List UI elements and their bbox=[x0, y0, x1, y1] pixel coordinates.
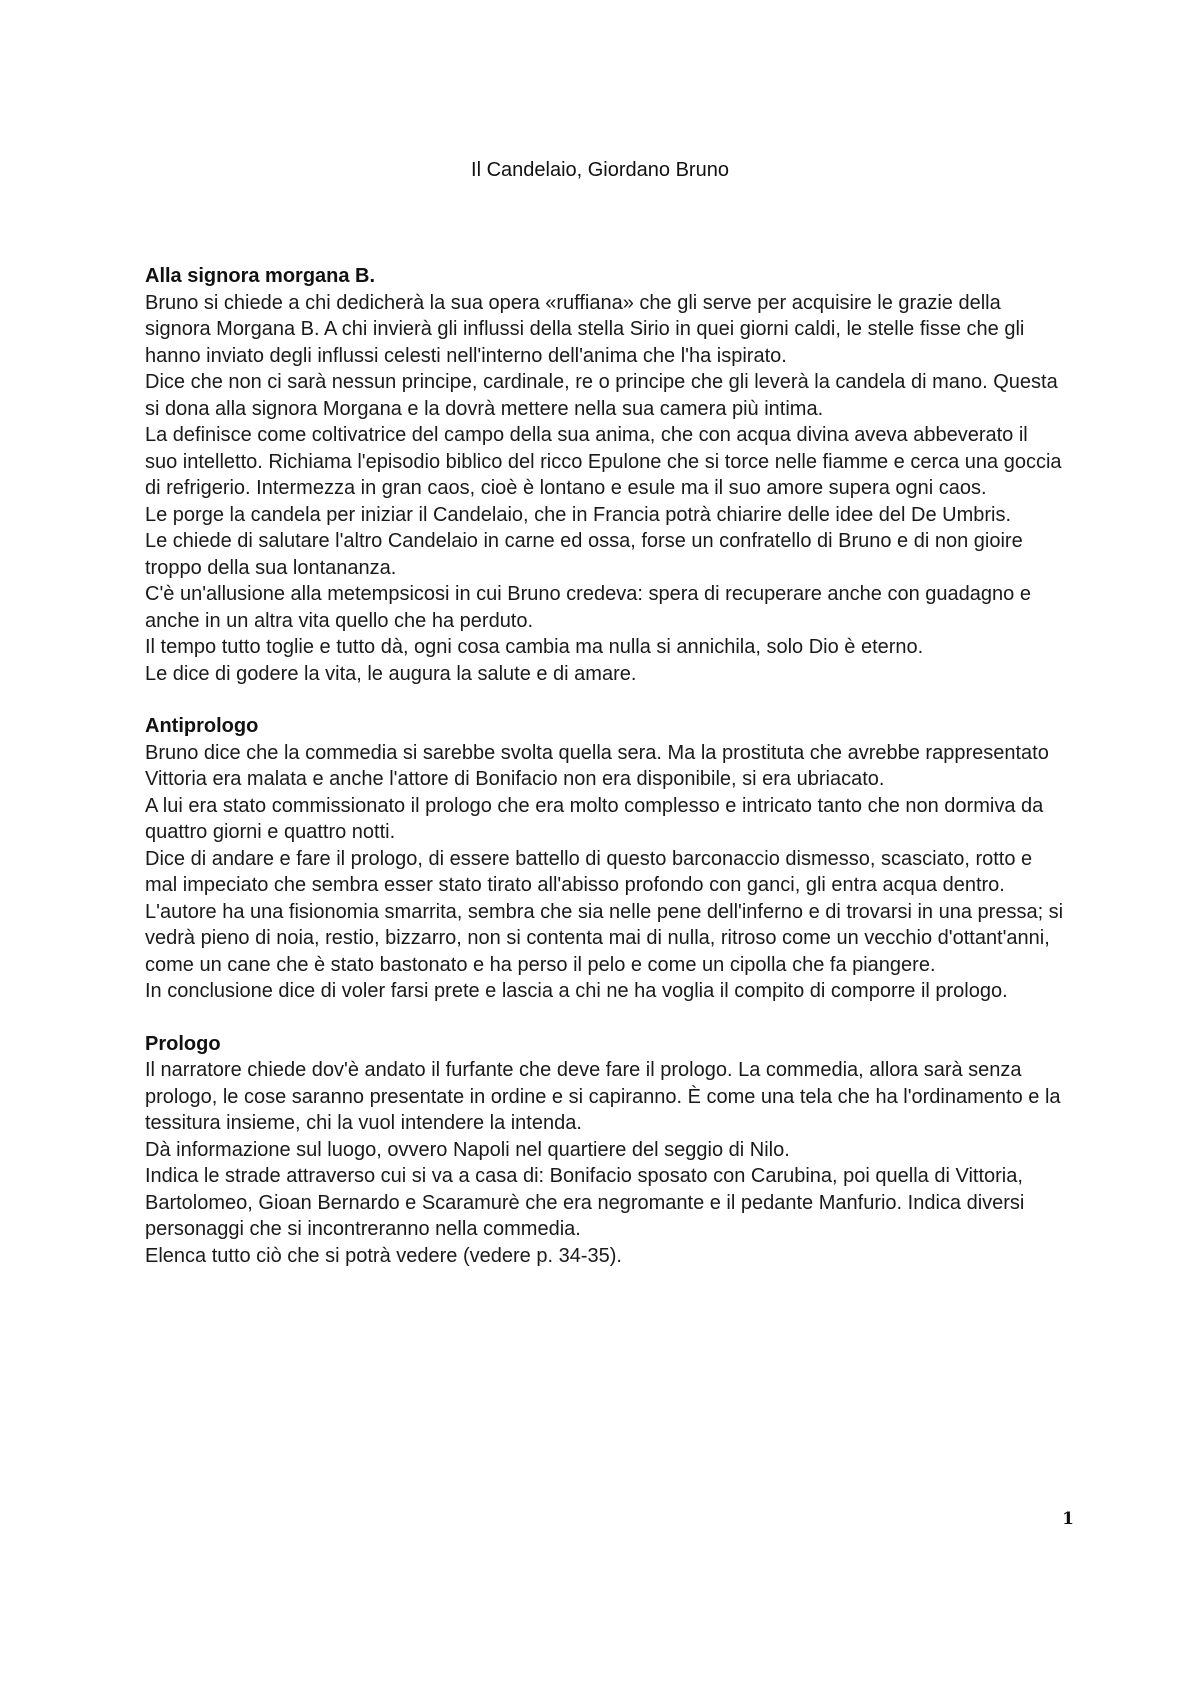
paragraph: Dice di andare e fare il prologo, di essere battello di questo barconaccio dismesso, scasciato, rotto e mal impeciato che sembra esser stato tirato all'abisso profondo con ganci, gli entra acqua dentro. bbox=[145, 847, 1033, 896]
paragraph: In conclusione dice di voler farsi prete e lascia a chi ne ha voglia il compito di comporre il prologo. bbox=[145, 980, 1008, 1002]
paragraph: La definisce come coltivatrice del campo della sua anima, che con acqua divina aveva abbeverato il suo intelletto. Richiama l'episodio biblico del ricco Epulone che si torce nelle fiamme e cerca una goccia di refrigerio. Intermezza in gran caos, cioè è lontano e esule ma il suo amore supera ogni caos. bbox=[145, 424, 1062, 499]
section-heading: Prologo bbox=[145, 1032, 221, 1055]
paragraph: Bruno si chiede a chi dedicherà la sua opera «ruffiana» che gli serve per acquisire le grazie della signora Morgana B. A chi invierà gli influssi della stella Sirio in quei giorni caldi, le stelle fisse che gli hanno inviato degli influssi celesti nell'interno dell'anima che l'ha ispirato. bbox=[145, 291, 1025, 367]
document-title: Il Candelaio, Giordano Bruno bbox=[471, 159, 729, 181]
paragraph: A lui era stato commissionato il prologo che era molto complesso e intricato tanto che non dormiva da quattro giorni e quattro notti. bbox=[145, 794, 1044, 843]
section-heading: Alla signora morgana B. bbox=[145, 265, 376, 287]
paragraph: Le dice di godere la vita, le augura la salute e di amare. bbox=[145, 662, 637, 685]
paragraph: Dice che non ci sarà nessun principe, cardinale, re o principe che gli leverà la candela di mano. Questa si dona alla signora Morgana e la dovrà mettere nella sua camera più intima. bbox=[145, 371, 1058, 420]
paragraph: L'autore ha una fisionomia smarrita, sembra che sia nelle pene dell'inferno e di trovarsi in una pressa; si vedrà pieno di noia, restio, bizzarro, non si contenta mai di nulla, ritroso come un vecchio d'ottant'anni, come un cane che è stato bastonato e ha perso il pelo e come un cipolla che fa piangere. bbox=[145, 900, 1064, 976]
paragraph: Indica le strade attraverso cui si va a casa di: Bonifacio sposato con Carubina, poi quella di Vittoria, Bartolomeo, Gioan Bernardo e Scaramurè che era negromante e il pedante Manfurio. Indica diversi personaggi che si incontreranno nella commedia. bbox=[145, 1165, 1025, 1240]
page-number: 1 bbox=[1062, 1509, 1074, 1529]
section-prologo bbox=[145, 1031, 1065, 1270]
paragraph: Il narratore chiede dov'è andato il furfante che deve fare il prologo. La commedia, allora sarà senza prologo, le cose saranno presentate in ordine e si capiranno. È come una tela che ha l'ordinamento e la tessitura insieme, chi la vuol intendere la intenda. bbox=[145, 1059, 1061, 1134]
section-heading: Antiprologo bbox=[145, 715, 259, 737]
section-antiprologo bbox=[145, 713, 1065, 1005]
paragraph: Le porge la candela per iniziar il Candelaio, che in Francia potrà chiarire delle idee del De Umbris. bbox=[145, 503, 1012, 526]
paragraph: Dà informazione sul luogo, ovvero Napoli nel quartiere del seggio di Nilo. bbox=[145, 1138, 790, 1161]
paragraph: Il tempo tutto toglie e tutto dà, ogni cosa cambia ma nulla si annichila, solo Dio è eterno. bbox=[145, 636, 924, 658]
paragraph: Elenca tutto ciò che si potrà vedere (vedere p. 34-35). bbox=[145, 1244, 622, 1267]
paragraph: C'è un'allusione alla metempsicosi in cui Bruno credeva: spera di recuperare anche con guadagno e anche in un altra vita quello che ha perduto. bbox=[145, 583, 1031, 632]
section-dedication bbox=[145, 263, 1065, 687]
paragraph: Le chiede di salutare l'altro Candelaio in carne ed ossa, forse un confratello di Bruno e di non gioire troppo della sua lontananza. bbox=[145, 530, 1023, 579]
document-body bbox=[145, 263, 1065, 1295]
paragraph: Bruno dice che la commedia si sarebbe svolta quella sera. Ma la prostituta che avrebbe rappresentato Vittoria era malata e anche l'attore di Bonifacio non era disponibile, si era ubriacato. bbox=[145, 741, 1049, 790]
